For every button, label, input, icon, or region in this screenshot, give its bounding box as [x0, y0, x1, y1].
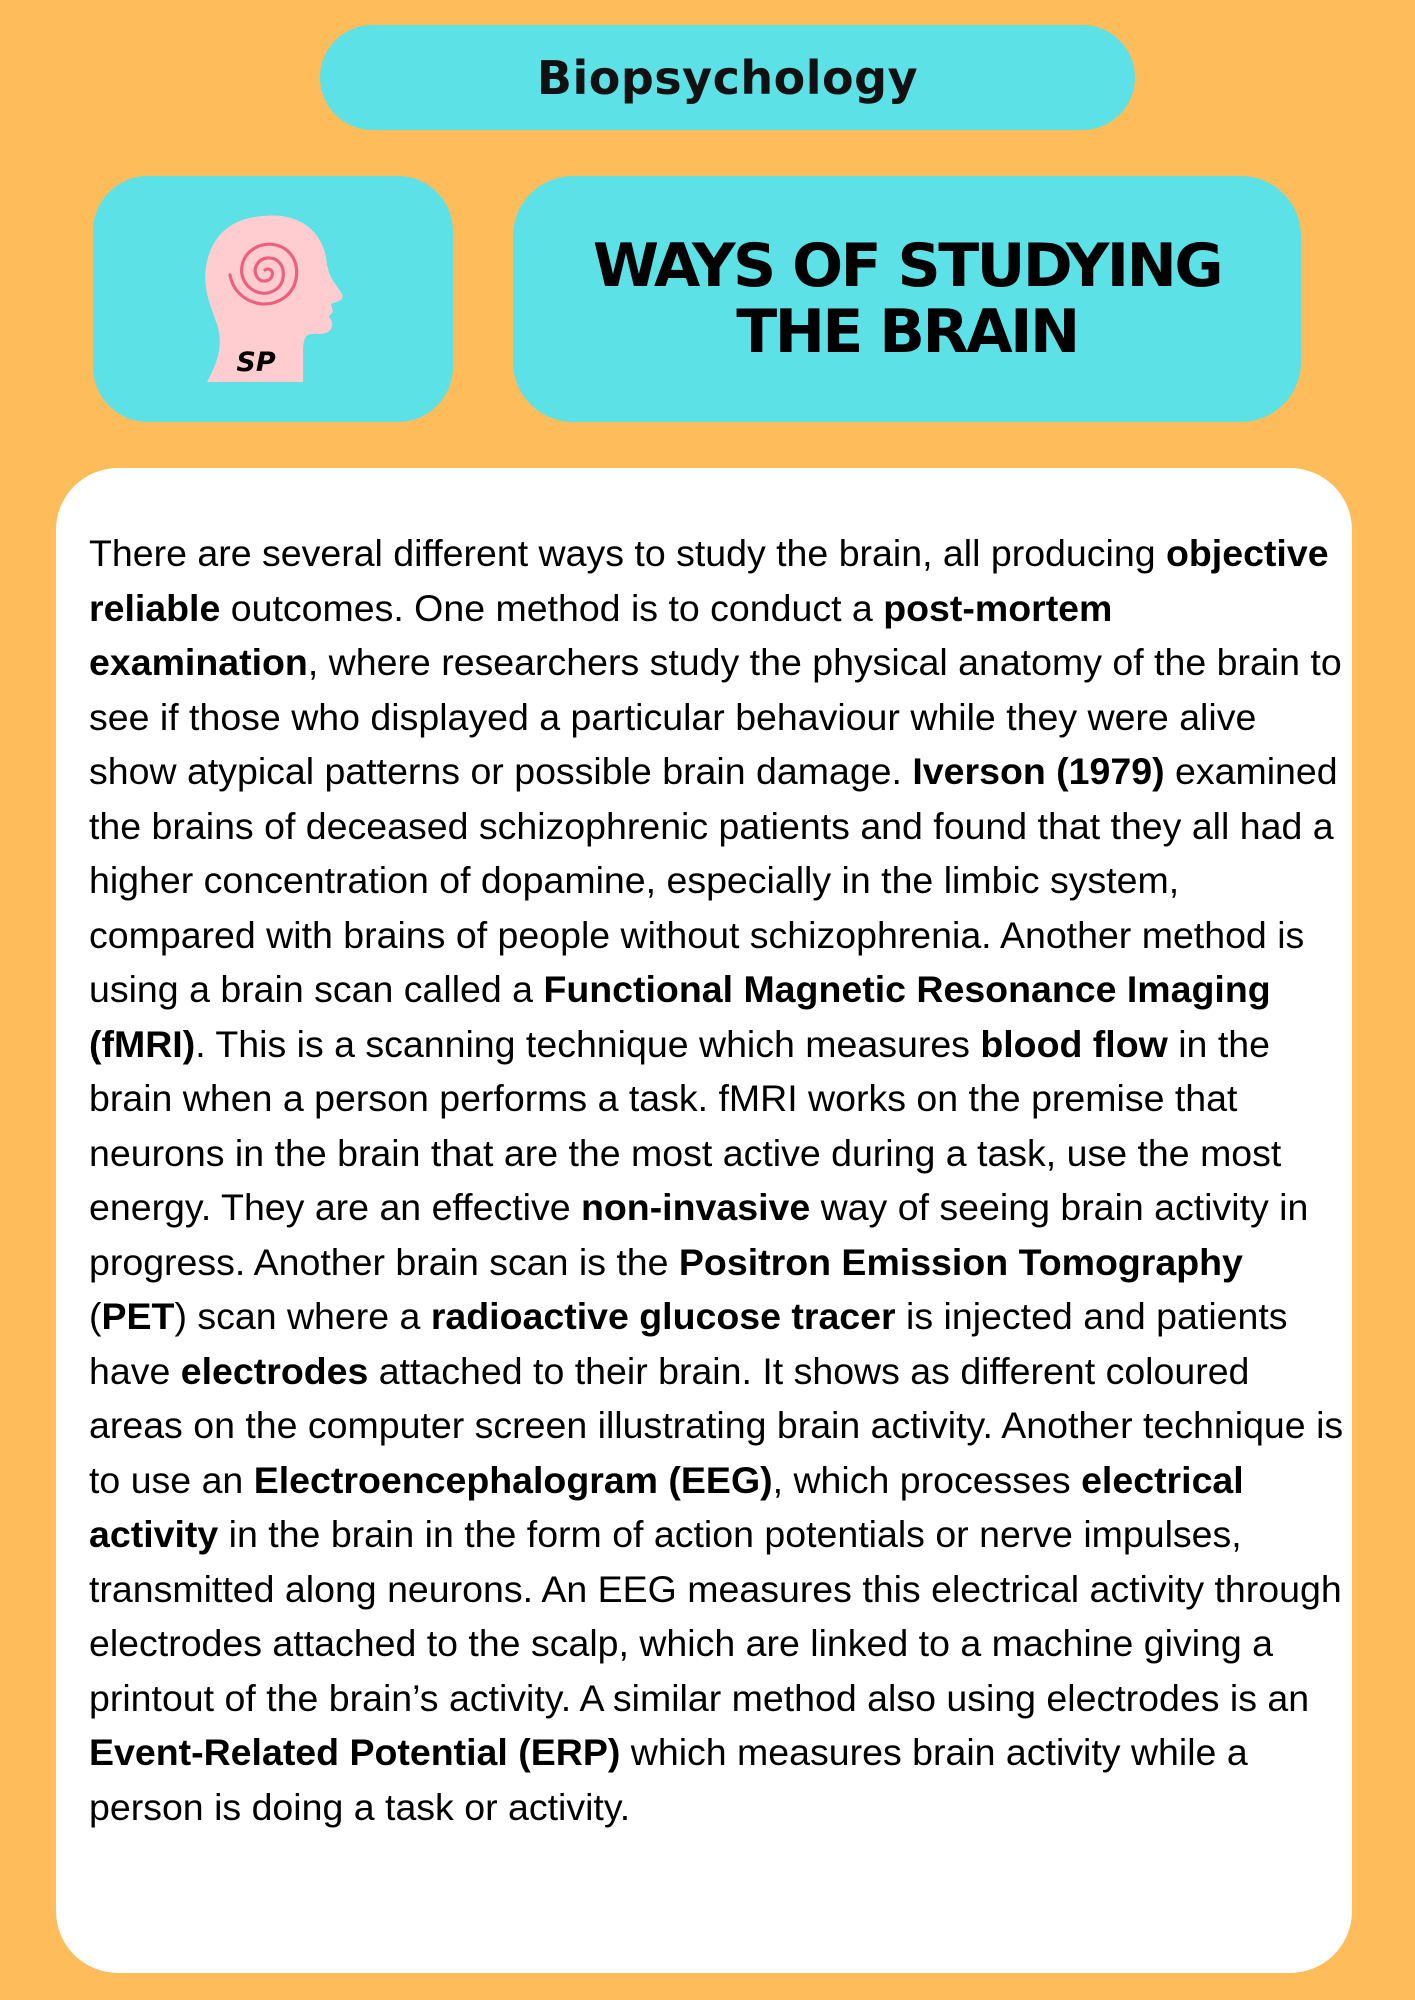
- text-run: is injected and patients have: [89, 1295, 1288, 1392]
- text-run: , where researchers study the physical anatomy of the brain to see if those who displayed a particular behaviour while they were alive show atypical patterns or possible brain damage.: [89, 641, 1342, 792]
- bold-term: non-invasive: [580, 1186, 811, 1228]
- logo-text: SP: [236, 347, 276, 378]
- body-paragraph: [89, 526, 1349, 1834]
- page-title-line-2: THE BRAIN: [736, 297, 1078, 367]
- text-run: in the brain when a person performs a task. fMRI works on the premise that neurons in the brain that are the most active during a task, use the most energy. They are an effective: [89, 1022, 1282, 1228]
- page-title-line-1: WAYS OF STUDYING: [592, 231, 1222, 301]
- text-run: examined the brains of deceased schizophrenic patients and found that they all had a higher concentration of dopamine, especially in the limbic system, compared with brains of people without schizophrenia. Another method is using a brain scan called a: [89, 750, 1338, 1010]
- text-run: way of seeing brain activity in progress. Another brain scan is the: [89, 1186, 1309, 1283]
- subject-label: Biopsychology: [536, 50, 919, 105]
- text-run: in the brain in the form of action potentials or nerve impulses, transmitted along neurons. An EEG measures this electrical activity through electrodes attached to the scalp, which are linked to a machine giving a printout of the brain’s activity. A similar method also using electrodes is an: [89, 1513, 1342, 1719]
- bold-term: objective reliable: [89, 532, 1329, 629]
- bold-term: radioactive glucose tracer: [430, 1295, 896, 1337]
- bold-term: Positron Emission Tomography: [678, 1240, 1243, 1283]
- text-run: . This is a scanning technique which measures: [195, 1022, 981, 1065]
- bold-term: Functional Magnetic Resonance Imaging (fMRI): [89, 968, 1271, 1065]
- bold-term: PET: [101, 1295, 175, 1337]
- bold-term: blood flow: [980, 1022, 1168, 1065]
- text-run: There are several different ways to study the brain, all producing: [89, 532, 1166, 574]
- bold-term: electrical activity: [89, 1458, 1244, 1555]
- text-run: outcomes. One method is to conduct a: [220, 586, 884, 629]
- bold-term: electrodes: [180, 1349, 369, 1392]
- text-run: , which processes: [772, 1458, 1082, 1501]
- head-spiral-icon: [203, 212, 343, 382]
- text-run: (: [89, 1295, 102, 1337]
- bold-term: Iverson (1979): [912, 750, 1165, 792]
- text-run: attached to their brain. It shows as different coloured areas on the computer screen illustrating brain activity. Another technique is to use an: [89, 1349, 1344, 1501]
- logo-panel: [93, 176, 453, 422]
- bold-term: post-mortem examination: [89, 586, 1113, 683]
- content-card: [56, 468, 1352, 1973]
- text-run: ) scan where a: [174, 1295, 431, 1337]
- bold-term: Event-Related Potential (ERP): [89, 1731, 621, 1773]
- text-run: which measures brain activity while a person is doing a task or activity.: [89, 1731, 1248, 1828]
- subject-banner: [320, 25, 1135, 130]
- bold-term: Electroencephalogram (EEG): [253, 1458, 773, 1501]
- title-panel: [513, 176, 1301, 422]
